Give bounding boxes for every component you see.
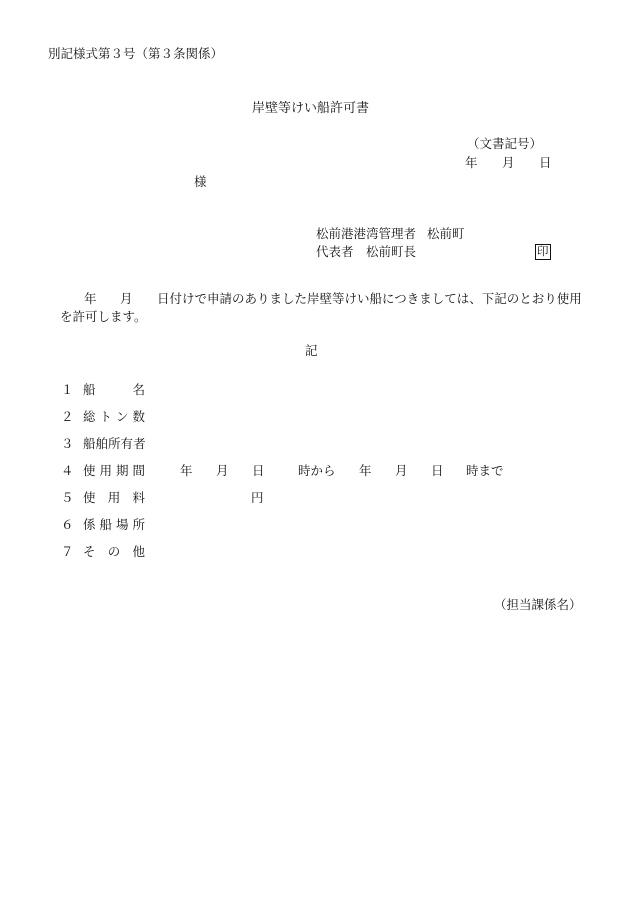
- label-char: 有: [120, 436, 134, 451]
- date-month: 月: [502, 155, 515, 170]
- item-number: １: [61, 382, 74, 397]
- fee-unit: 円: [251, 490, 264, 505]
- label-char: そ: [83, 544, 96, 559]
- item-number: ２: [61, 409, 74, 424]
- representative-role: 代表者: [316, 244, 354, 259]
- addressee-suffix: 様: [194, 174, 207, 189]
- item-number: ５: [61, 490, 74, 505]
- label-char: 期: [115, 463, 129, 478]
- period-from-year: 年: [180, 463, 193, 478]
- item-label-gross-tonnage: [83, 411, 145, 424]
- item-label-other: [83, 546, 145, 559]
- document-number: （文書記号）: [467, 136, 543, 151]
- label-char: 使: [83, 490, 96, 505]
- label-char: 料: [132, 490, 145, 505]
- label-char: の: [107, 544, 121, 559]
- period-from-day: 日: [252, 463, 265, 478]
- item-number: ６: [61, 517, 74, 532]
- seal-char: 印: [537, 244, 549, 258]
- period-from-month: 月: [216, 463, 229, 478]
- item-label-mooring-location: [83, 519, 145, 532]
- body-text-line1: 日付けで申請のありました岸壁等けい船につきましては、下記のとおり使用: [157, 291, 582, 306]
- body-year: 年: [84, 291, 97, 306]
- item-label-vessel-owner: [83, 438, 145, 451]
- label-char: ト: [99, 409, 112, 424]
- date-year: 年: [465, 155, 478, 170]
- period-to-year: 年: [359, 463, 372, 478]
- item-number: ３: [61, 436, 74, 451]
- item-number: ４: [61, 463, 74, 478]
- period-to-day: 日: [431, 463, 444, 478]
- item-number: ７: [61, 544, 74, 559]
- label-char: 船: [99, 517, 112, 532]
- label-char: 所: [132, 517, 145, 532]
- label-char: 名: [132, 382, 145, 397]
- label-char: 船: [83, 436, 96, 451]
- label-char: 船: [83, 382, 96, 397]
- label-char: 舶: [95, 436, 109, 451]
- label-char: 用: [107, 490, 121, 505]
- label-char: 所: [108, 436, 121, 451]
- label-char: 間: [132, 463, 145, 478]
- document-title: 岸壁等けい船許可書: [252, 101, 370, 116]
- label-char: 他: [132, 544, 145, 559]
- form-number: 別記様式第３号（第３条関係）: [48, 46, 224, 61]
- label-char: 者: [133, 436, 146, 451]
- period-to-month: 月: [395, 463, 408, 478]
- label-char: 数: [132, 409, 145, 424]
- period-to-time: 時まで: [466, 463, 504, 478]
- seal-stamp: [535, 244, 551, 260]
- responsible-section: （担当課係名）: [494, 597, 582, 612]
- item-label-vessel-name: [83, 384, 145, 397]
- ki-heading: 記: [305, 343, 318, 358]
- period-from-time: 時から: [298, 463, 336, 478]
- label-char: 場: [115, 517, 129, 532]
- label-char: 用: [99, 463, 112, 478]
- label-char: 使: [83, 463, 96, 478]
- issuer-role: 松前港港湾管理者: [316, 226, 417, 241]
- item-label-usage-period: [83, 465, 145, 478]
- representative-name: 松前町長: [366, 244, 417, 259]
- label-char: 係: [83, 517, 96, 532]
- label-char: ン: [115, 409, 129, 424]
- body-text-line2: を許可します。: [60, 309, 147, 324]
- date-day: 日: [539, 155, 552, 170]
- item-label-usage-fee: [83, 492, 145, 505]
- issuer-name: 松前町: [427, 226, 465, 241]
- body-month: 月: [120, 291, 133, 306]
- label-char: 総: [83, 409, 96, 424]
